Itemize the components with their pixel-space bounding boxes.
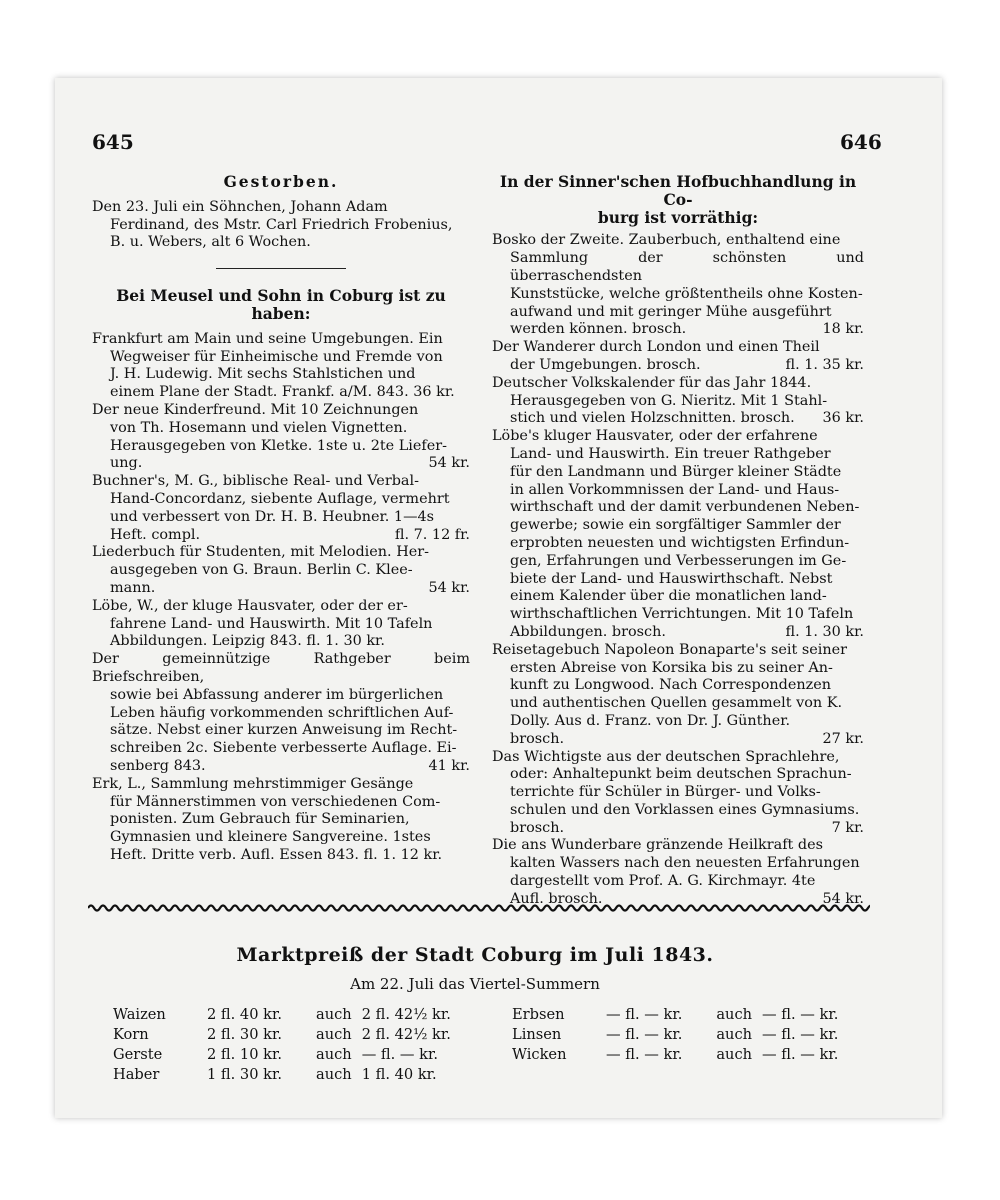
book-entry-tail: brosch. [510,730,565,747]
book-entry-last-line [92,527,470,545]
book-entry-line: einem Plane der Stadt. Frankf. a/M. 843. 36 kr. [110,384,455,401]
market-row [113,1004,457,1024]
sinner-heading-line: In der Sinner'schen Hofbuchhandlung in Co- [499,172,857,209]
book-entry-line: in allen Vorkommnissen der Land- und Haus- [510,481,840,498]
book-entry-last-line [92,580,470,598]
market-auch: auch [316,1025,352,1043]
book-entry-line: Buchner's, M. G., biblische Real- und Verbal- [92,473,419,490]
market-auch: auch [316,1065,352,1083]
book-entry-line: Frankfurt am Main und seine Umgebungen. Ein [92,330,443,347]
book-entry-line: biete der Land- und Hauswirthschaft. Nebst [510,570,833,587]
right-column [492,173,864,909]
market-row [512,1004,844,1024]
book-entry-line: Der gemeinnützige Rathgeber beim Briefschreiben, [92,651,470,685]
market-title: Marktpreiß der Stadt Coburg im Juli 1843. [236,944,714,966]
book-entry-line: Der neue Kinderfreund. Mit 10 Zeichnungen [92,401,419,418]
book-entry-line: Kunststücke, welche größtentheils ohne Kosten- [510,285,863,302]
right-book-list [492,232,864,908]
book-entry-line: dargestellt vom Prof. A. G. Kirchmayr. 4te [510,873,816,890]
book-entry-line: für den Landmann und Bürger kleiner Städte [510,463,842,480]
market-row [512,1044,844,1064]
book-entry-line: und authentischen Quellen gesammelt von K. [510,695,843,712]
book-entry [92,473,470,544]
book-price: 36 kr. [822,410,864,427]
market-price: — fl. — kr. [606,1005,683,1023]
book-entry [492,749,864,838]
book-entry [92,402,470,473]
book-entry-line: wirthschaft und der damit verbundenen Neben- [510,499,860,516]
wavy-divider [88,902,870,914]
book-entry-tail: senberg 843. [110,757,206,774]
meusel-heading-line: haben: [251,303,311,323]
market-auch: auch [716,1045,753,1063]
meusel-heading-line: Bei Meusel und Sohn in Coburg ist zu [116,286,446,306]
book-entry-tail: stich und vielen Holzschnitten. brosch. [510,410,795,427]
book-entry-line: schreiben 2c. Siebente verbesserte Auflage. Ei- [110,740,457,757]
book-entry [492,232,864,339]
book-price: fl. 1. 30 kr. [785,623,864,640]
book-entry-line: terrichte für Schüler in Bürger- und Volks- [510,784,821,801]
market-name: Erbsen [512,1005,565,1023]
market-alt: — fl. — kr. [762,1025,839,1043]
book-entry-line: Das Wichtigste aus der deutschen Sprachlehre, [492,748,840,765]
market-alt: — fl. — kr. [762,1005,839,1023]
book-entry-tail: werden können. brosch. [510,321,687,338]
market-auch: auch [716,1005,753,1023]
market-row [113,1024,457,1044]
meusel-heading [92,287,470,323]
book-entry-tail: ung. [110,455,143,472]
book-entry-line: Die ans Wunderbare gränzende Heilkraft des [492,837,824,854]
book-entry [492,837,864,908]
book-price: 7 kr. [831,819,864,836]
book-entry-line: Der Wanderer durch London und einen Theil [492,339,820,356]
book-entry-last-line [92,758,470,776]
book-price: 54 kr. [428,455,470,472]
book-entry-line: ersten Abreise von Korsika bis zu seiner An- [510,659,833,676]
left-book-list [92,331,470,865]
book-entry-line: Löbe, W., der kluge Hausvater, oder der er- [92,597,408,614]
book-entry [492,375,864,428]
book-entry-line: und verbessert von Dr. H. B. Heubner. 1—4s [110,508,435,525]
market-auch: auch [316,1005,352,1023]
sinner-heading [492,173,864,226]
book-price: 27 kr. [822,730,864,747]
book-entry-line: Herausgegeben von Kletke. 1ste u. 2te Liefer- [110,437,447,454]
book-entry-line: aufwand und mit geringer Mühe ausgeführt [510,303,832,320]
book-entry-last-line [492,731,864,749]
market-alt: 2 fl. 42½ kr. [361,1025,451,1043]
market-row [113,1064,457,1084]
page-number-right: 646 [840,130,882,154]
book-entry-line: schulen und den Vorklassen eines Gymnasiums. [510,801,860,818]
book-entry-line: Bosko der Zweite. Zauberbuch, enthaltend eine [492,232,841,249]
market-name: Gerste [113,1045,163,1063]
deaths-heading: Gestorben. [223,172,339,191]
market-name: Linsen [512,1025,562,1043]
book-entry-line: kalten Wassers nach den neuesten Erfahrungen [510,855,860,872]
book-entry-line: Dolly. Aus d. Franz. von Dr. J. Günther. [510,712,791,729]
market-row [512,1024,844,1044]
book-entry-line: Liederbuch für Studenten, mit Melodien. Her- [92,544,430,561]
book-entry-last-line [492,357,864,375]
book-entry-tail: der Umgebungen. brosch. [510,356,701,373]
book-entry-line: Deutscher Volkskalender für das Jahr 1844. [492,374,812,391]
book-price: fl. 7. 12 fr. [394,526,470,543]
market-alt: 1 fl. 40 kr. [361,1065,437,1083]
book-entry-line: gewerbe; sowie ein sorgfältiger Sammler der [510,517,841,534]
market-name: Waizen [113,1005,166,1023]
book-entry-line: einem Kalender über die monatlichen land- [510,588,827,605]
book-entry-tail: Aufl. brosch. [510,890,603,907]
book-entry-line: Löbe's kluger Hausvater, oder der erfahrene [492,428,818,445]
market-name: Wicken [512,1045,567,1063]
book-entry-line: sätze. Nebst einer kurzen Anweisung im Recht- [110,722,458,739]
market-price: 2 fl. 10 kr. [207,1045,282,1063]
book-entry [92,331,470,402]
book-entry [92,776,470,865]
book-entry-line: fahrene Land- und Hauswirth. Mit 10 Tafeln [110,615,433,632]
market-name: Haber [113,1065,160,1083]
market-subtitle: Am 22. Juli das Viertel-Summern [350,975,600,993]
market-alt: — fl. — kr. [762,1045,839,1063]
book-entry-last-line [492,321,864,339]
book-entry-line: Erk, L., Sammlung mehrstimmiger Gesänge [92,775,414,792]
book-entry-line: J. H. Ludewig. Mit sechs Stahlstichen und [110,366,416,383]
market-row [113,1044,457,1064]
book-price: 41 kr. [428,757,470,774]
book-entry-line: Leben häufig vorkommenden schriftlichen Auf- [110,704,454,721]
book-entry-line: Abbildungen. Leipzig 843. fl. 1. 30 kr. [110,633,385,650]
book-entry-line: wirthschaftlichen Verrichtungen. Mit 10 Tafeln [510,606,854,623]
page-number-left: 645 [92,130,134,154]
book-entry [492,428,864,642]
market-price: 2 fl. 40 kr. [207,1005,282,1023]
market-auch: auch [716,1025,753,1043]
legume-price-table [512,1004,844,1064]
market-alt: — fl. — kr. [361,1045,439,1063]
market-alt: 2 fl. 42½ kr. [361,1005,451,1023]
book-entry-last-line [92,455,470,473]
book-entry-tail: brosch. [510,819,565,836]
book-entry-line: gen, Erfahrungen und Verbesserungen im Ge- [510,552,847,569]
book-entry-line: Sammlung der schönsten und überraschendsten [510,250,864,284]
market-price: — fl. — kr. [606,1045,683,1063]
book-entry-line: ausgegeben von G. Braun. Berlin C. Klee- [110,562,413,579]
book-entry [92,598,470,651]
death-notice-line: B. u. Webers, alt 6 Wochen. [110,234,311,251]
death-notice [92,199,470,252]
book-entry-line: kunft zu Longwood. Nach Correspondenzen [510,677,831,694]
book-entry [92,544,470,597]
book-entry-line: ponisten. Zum Gebrauch für Seminarien, [110,811,410,828]
left-column [92,173,470,865]
book-entry-line: von Th. Hosemann und vielen Vignetten. [110,419,408,436]
book-entry-last-line [492,820,864,838]
book-entry-tail: mann. [110,579,156,596]
book-entry [92,651,470,776]
market-price: 1 fl. 30 kr. [207,1065,282,1083]
market-auch: auch [316,1045,352,1063]
market-price: 2 fl. 30 kr. [207,1025,282,1043]
book-entry-line: sowie bei Abfassung anderer im bürgerlichen [110,686,444,703]
book-entry-line: oder: Anhaltepunkt beim deutschen Sprachun- [510,766,852,783]
death-notice-line: Ferdinand, des Mstr. Carl Friedrich Frobenius, [110,216,453,233]
market-price: — fl. — kr. [606,1025,683,1043]
market-name: Korn [113,1025,149,1043]
book-entry-line: Land- und Hauswirth. Ein treuer Rathgeber [510,445,831,462]
book-price: 54 kr. [428,579,470,596]
book-price: 54 kr. [822,890,864,907]
book-entry-line: Reisetagebuch Napoleon Bonaparte's seit seiner [492,641,848,658]
book-entry-line: Herausgegeben von G. Nieritz. Mit 1 Stahl- [510,392,828,409]
book-entry-line: Heft. Dritte verb. Aufl. Essen 843. fl. 1. 12 kr. [110,846,443,863]
book-entry-line: Wegweiser für Einheimische und Fremde von [110,348,443,365]
book-entry-tail: Abbildungen. brosch. [510,623,666,640]
book-entry-tail: Heft. compl. [110,526,201,543]
book-entry-line: Hand-Concordanz, siebente Auflage, vermehrt [110,490,450,507]
section-divider [216,268,346,269]
book-entry-line: erprobten neuesten und wichtigsten Erfindun- [510,534,850,551]
book-entry [492,642,864,749]
book-price: 18 kr. [822,321,864,338]
book-entry-line: für Männerstimmen von verschiedenen Com- [110,793,441,810]
book-entry-last-line [492,410,864,428]
book-entry [492,339,864,375]
death-notice-line: Den 23. Juli ein Söhnchen, Johann Adam [92,198,388,215]
grain-price-table [113,1004,457,1084]
book-entry-last-line [492,624,864,642]
book-entry-line: Gymnasien und kleinere Sangvereine. 1stes [110,829,431,846]
book-price: fl. 1. 35 kr. [785,356,864,373]
sinner-heading-line: burg ist vorräthig: [597,207,759,227]
